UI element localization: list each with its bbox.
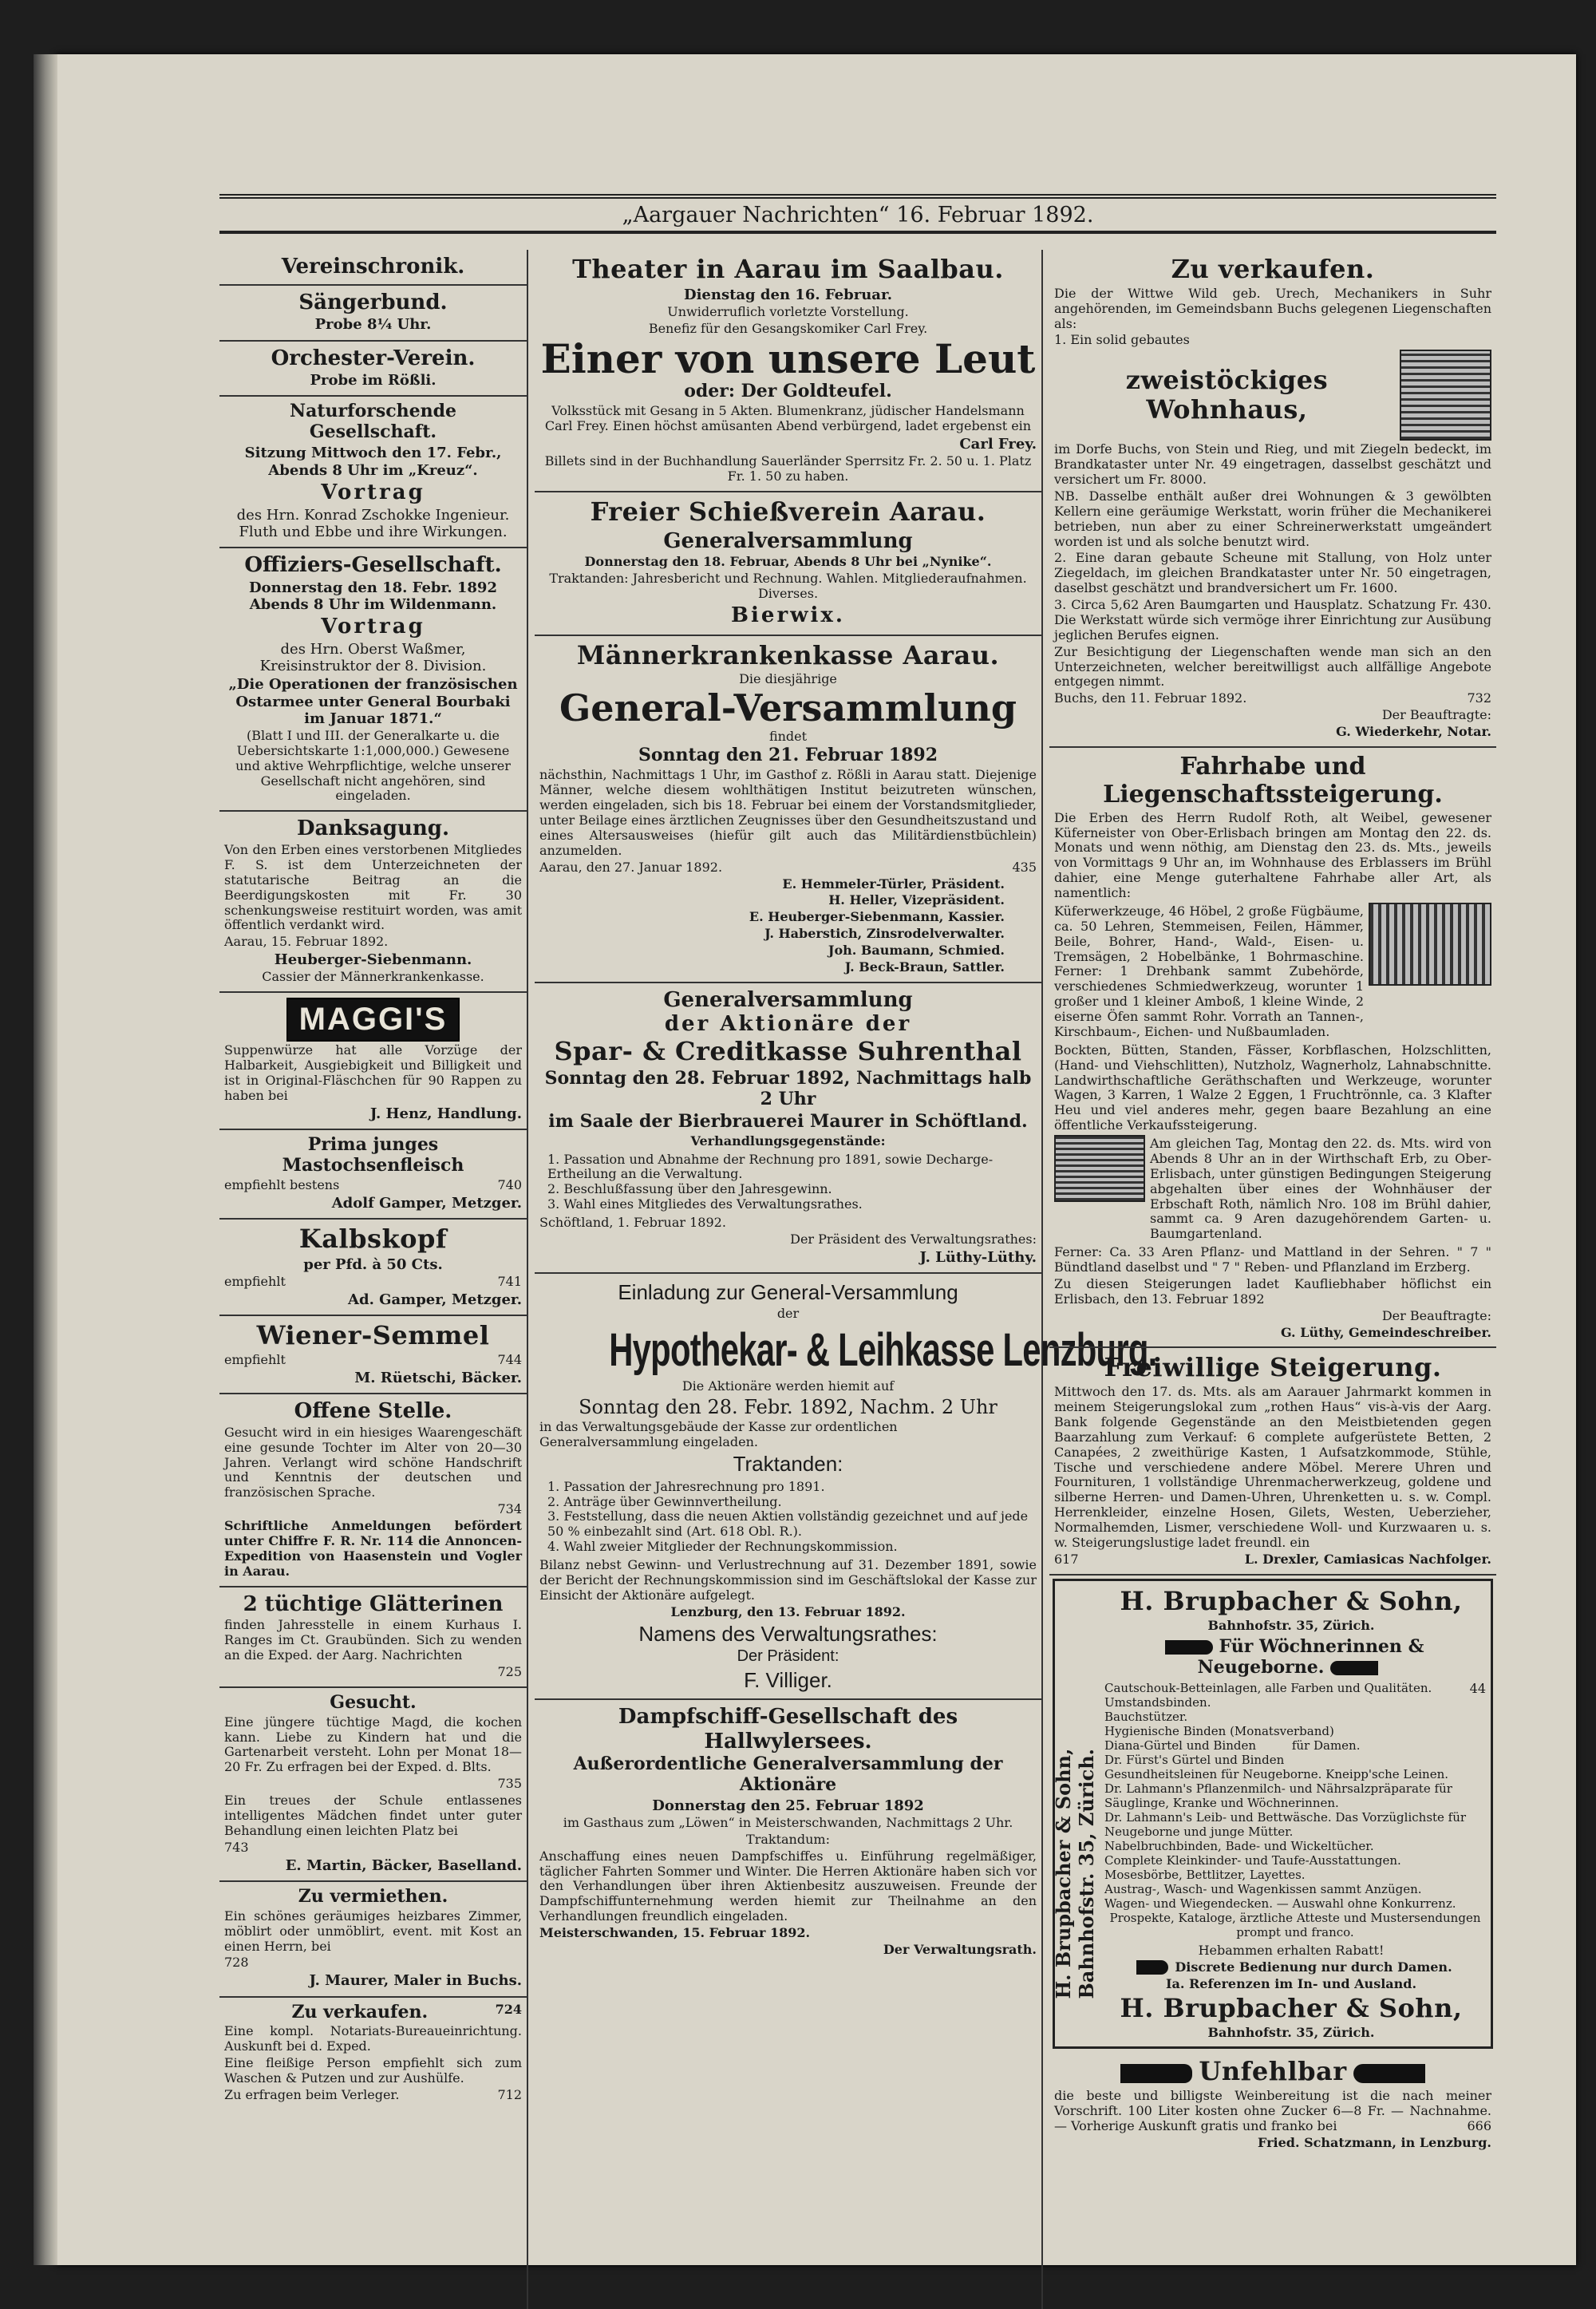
ad-line: Der Präsident:	[737, 1647, 839, 1666]
ad-line	[224, 2088, 522, 2103]
ad-text: Aarau, den 27. Januar 1892.	[539, 859, 723, 875]
ad-title: Freiwillige Steigerung.	[1104, 1352, 1442, 1383]
estate-row	[1054, 1135, 1491, 1243]
ad-line: Traktandum:	[746, 1831, 830, 1847]
tools-row	[1054, 903, 1491, 1042]
product-item: Wagen- und Wiegendecken. — Auswahl ohne Konkurrenz.	[1104, 1896, 1456, 1911]
ad-line: finden Jahresstelle in einem Kurhaus I. Ranges im Ct. Graubünden. Sich zu wenden an die Exped. der Aarg. Nachrichten	[224, 1617, 522, 1663]
ad-line: J. Lüthy-Lüthy.	[919, 1248, 1037, 1266]
ad-line: im Dorfe Buchs, von Stein und Rieg, und mit Ziegeln bedeckt, im Brandkataster unter Nr. 49 eingetragen, dasselbst geschätzt und versichert um Fr. 8000.	[1054, 441, 1491, 487]
product-text: Diana-Gürtel und Binden	[1104, 1738, 1257, 1753]
pointing-hand-icon	[1120, 2064, 1192, 2083]
ad-number: 741	[497, 1274, 522, 1290]
ad-number: 435	[1012, 859, 1037, 875]
ad-line: J. Maurer, Maler in Buchs.	[309, 1972, 522, 1990]
product-list	[1104, 1681, 1486, 1939]
ad-title: Naturforschende Gesellschaft.	[290, 401, 456, 443]
agenda-item: 2. Anträge über Gewinnvertheilung.	[547, 1493, 782, 1509]
ad-line: Sonntag den 21. Februar 1892	[638, 745, 938, 766]
ad-wiener-semmel	[219, 1316, 527, 1394]
ad-line: Meisterschwanden, 15. Februar 1892.	[539, 1925, 811, 1941]
ad-line: im Saale der Bierbrauerei Maurer in Schöftland.	[548, 1110, 1028, 1132]
ad-danksagung	[219, 812, 527, 993]
ad-line: Probe im Rößli.	[310, 372, 437, 389]
product-item: Mosesbörbe, Bettlitzer, Layettes.	[1104, 1867, 1306, 1882]
ad-line: M. Rüetschi, Bäcker.	[354, 1369, 522, 1386]
ad-line: Der Verwaltungsrath.	[883, 1941, 1037, 1957]
ad-line: im Gasthaus zum „Löwen“ in Meisterschwanden, Nachmittags 2 Uhr.	[563, 1814, 1013, 1830]
ad-title: Spar- & Creditkasse Suhrenthal	[554, 1036, 1022, 1067]
ad-line: Mittwoch den 17. ds. Mts. als am Aarauer Jahrmarkt kommen in meinem Steigerungslokal zum „rothen Haus“ vis-à-vis der Aarg. Bank folgende Gegenstände an den Meistbietenden gegen Baarzahlung zum Verkauf: 6 complete aufgerüstete Betten, 2 Canapées, 2 zweithürige Kasten, 1 Aufsatzkommode, Stühle, Tische und verschiedene andere Möbel. Merere Uhren und Fournituren, 1 vollständige Uhrenmacherwerkzeug, goldene und silberne Herren- und Damen-Uhren, Uhrenketten u. s. w. Compl. Herrenkleider, einzelne Hosen, Gilets, Westen, Ueberzieher, Normalhemden, Lismer, verschiedene Woll- und Kurzwaaren u. s. w. Steigerungslustige ladet freundl. ein	[1054, 1384, 1491, 1550]
ad-line: Ferner: Ca. 33 Aren Pflanz- und Mattland in der Sehren. " 7 " Bündtland daselbst und " 7 " Reben- und Pflanzland im Erzberg.	[1054, 1244, 1491, 1275]
ad-number: 617	[1054, 1551, 1079, 1567]
ad-offene-stelle	[219, 1394, 527, 1587]
ad-line: Fried. Schatzmann, in Lenzburg.	[1257, 2134, 1491, 2150]
ad-line: Donnerstag den 25. Februar 1892	[652, 1797, 924, 1814]
ad-number: 740	[497, 1177, 522, 1193]
ad-brupbacher	[1053, 1579, 1493, 2050]
ad-line: Ia. Referenzen im In- und Ausland.	[1165, 1976, 1417, 1992]
ad-text: empfiehlt	[224, 1352, 286, 1368]
ad-line: Volksstück mit Gesang in 5 Akten. Blumenkranz, jüdischer Handelsmann Carl Frey. Einen höchst amüsanten Abend verbürgend, ladet ergebenst ein	[544, 403, 1032, 434]
product-item	[1104, 1681, 1486, 1695]
ad-line: Anschaffung eines neuen Dampfschiffes u. Einführung regelmäßiger, täglicher Fahrten Sommer und Winter. Die Herren Aktionäre haben sich vor den Verhandlungen über ihren Aktienbesitz auszuweisen. Freunde der Dampfschiffunternehmung werden hiemit zur Theilnahme an den Verhandlungen freundlich eingeladen.	[539, 1848, 1037, 1924]
ad-line: E. Martin, Bäcker, Baselland.	[285, 1856, 522, 1874]
ad-heading: Außerordentliche Generalversammlung der Aktionäre	[573, 1753, 1003, 1795]
ad-line: Donnerstag den 18. Febr. 1892 Abends 8 Uhr im Wildenmann.	[249, 579, 497, 613]
ad-title: Offiziers-Gesellschaft.	[244, 553, 502, 577]
agenda-item: 4. Wahl zweier Mitglieder der Rechnungskommission.	[547, 1539, 898, 1555]
product-item	[1104, 1738, 1486, 1753]
ad-line: J. Henz, Handlung.	[369, 1105, 522, 1122]
pointing-hand-icon	[1330, 1661, 1378, 1675]
ad-saengerbund	[219, 286, 527, 342]
name: H. Heller, Vizepräsident.	[828, 892, 1005, 908]
ad-line: Billets sind in der Buchhandlung Sauerländer Sperrsitz Fr. 2. 50 u. 1. Platz Fr. 1. 50 zu haben.	[544, 453, 1032, 484]
ad-line: NB. Dasselbe enthält außer drei Wohnungen & 3 gewölbten Kellern eine geräumige Werkstatt, worin früher die Mechanikerei betrieben, nun aber zu einer Schreinerwerkstatt umgeändert worden ist und als solche benutzt wird.	[1054, 488, 1491, 549]
ad-number: 712	[497, 2086, 522, 2102]
ad-line: Unwiderruflich vorletzte Vorstellung.	[667, 303, 909, 319]
ad-title: Fahrhabe und Liegenschaftssteigerung.	[1103, 752, 1443, 809]
ad-line: 3. Circa 5,62 Aren Baumgarten und Hausplatz. Schatzung Fr. 430. Die Werkstatt würde sich vermöge ihrer Einrichtung zur Ausübung jeglichen Berufes eignen.	[1054, 597, 1491, 642]
ad-theater	[535, 250, 1041, 492]
ad-schiessverein	[535, 492, 1041, 636]
ad-fahrhabe	[1049, 748, 1496, 1349]
ad-zu-verkaufen	[1049, 250, 1496, 748]
ad-line: in das Verwaltungsgebäude der Kasse zur ordentlichen Generalversammlung eingeladen.	[539, 1419, 898, 1450]
pointing-hand-icon	[1353, 2064, 1425, 2083]
ad-line: Der Beauftragte:	[1381, 1307, 1491, 1323]
ad-line: Namens des Verwaltungsrathes:	[638, 1621, 938, 1646]
ad-line: Vortrag	[321, 615, 425, 639]
ad-line: Schriftliche Anmeldungen befördert unter Chiffre F. R. Nr. 114 die Annoncen-Expedition von Haasenstein und Vogler in Aarau.	[224, 1518, 522, 1579]
ad-line: Bierwix.	[731, 603, 845, 627]
ad-vereinschronik	[219, 250, 527, 286]
ad-line: Dienstag den 16. Februar.	[683, 286, 893, 303]
ad-line	[1054, 691, 1491, 706]
ad-line: Die der Wittwe Wild geb. Urech, Mechanikers in Suhr angehörenden, im Gemeindsbann Buchs gelegenen Liegenschaften als:	[1054, 285, 1491, 331]
ad-line: Heuberger-Siebenmann.	[274, 951, 472, 969]
ad-number: 744	[497, 1352, 522, 1368]
agenda-list	[547, 1153, 1037, 1213]
ad-kalbskopf	[219, 1220, 527, 1316]
product-note: für Damen.	[1291, 1738, 1361, 1753]
ad-zu-verkaufen-small	[219, 1998, 527, 2109]
ad-title: Hypothekar- & Leihkasse Lenzburg.	[609, 1323, 1157, 1376]
ad-title: H. Brupbacher & Sohn,	[1120, 1585, 1463, 1616]
ad-number: 44	[1469, 1680, 1486, 1696]
ad-maennerkrankenkasse	[535, 636, 1041, 983]
ad-line: Die Aktionäre werden hiemit auf	[681, 1378, 895, 1394]
ad-line: Bilanz nebst Gewinn- und Verlustrechnung auf 31. Dezember 1891, sowie der Bericht der Rechnungskommission sind im Geschäftslokal der Kasse zur Einsicht der Aktionäre aufgelegt.	[539, 1557, 1037, 1603]
maggi-logo: MAGGI'S	[286, 998, 460, 1042]
pointing-hand-icon	[1136, 1960, 1168, 1975]
ad-line: Adolf Gamper, Metzger.	[331, 1194, 522, 1212]
product-item: Dr. Lahmann's Pflanzenmilch- und Nährsalzpräparate für Säuglinge, Kranke und Wöchnerinnen.	[1104, 1781, 1452, 1810]
ad-number: 666	[1467, 2117, 1491, 2133]
ad-title	[224, 2003, 522, 2023]
product-item: Umstandsbinden.	[1104, 1694, 1211, 1710]
ad-line: Ad. Gamper, Metzger.	[348, 1291, 522, 1309]
ad-title: Orchester-Verein.	[271, 346, 476, 370]
product-item: Austrag-, Wasch- und Wagenkissen sammt Anzügen.	[1104, 1881, 1422, 1896]
column-1	[219, 250, 528, 2309]
agenda-list	[547, 1480, 1037, 1555]
ad-freiwillige-steigerung	[1049, 1348, 1496, 1575]
product-item: Gesundheitsleinen für Neugeborne. Kneipp'sche Leinen.	[1104, 1766, 1449, 1781]
ad-title: Männerkrankenkasse Aarau.	[576, 639, 1000, 670]
ad-line: G. Wiederkehr, Notar.	[1336, 724, 1491, 739]
ad-heading: Unfehlbar	[1199, 2056, 1347, 2087]
ad-line: G. Lüthy, Gemeindeschreiber.	[1280, 1324, 1491, 1340]
ad-number: 732	[1467, 690, 1491, 706]
ad-line: Donnerstag den 18. Februar, Abends 8 Uhr bei „Nynike“.	[584, 554, 992, 570]
ad-line: Sonntag den 28. Febr. 1892, Nachm. 2 Uhr	[579, 1395, 998, 1418]
ad-line: Gesucht wird in ein hiesiges Waarengeschäft eine gesunde Tochter im Alter von 20—30 Jahren. Verlangt wird schöne Handschrift und Kenntnis der deutschen und französischen Sprache.	[224, 1424, 522, 1500]
ad-number: 725	[497, 1663, 522, 1679]
ad-line: Ein schönes geräumiges heizbares Zimmer, möblirt oder unmöblirt, event. mit Kost an einen Herrn, bei	[224, 1908, 522, 1954]
ad-title-text: Zu verkaufen.	[291, 2001, 429, 2022]
ad-line: nächsthin, Nachmittags 1 Uhr, im Gasthof z. Rößli in Aarau statt. Diejenige Männer, welche diesem wohlthätigen Institut beizutreten wünschen, werden eingeladen, sich bis 18. Februar bei einem der Vorstandsmitglieder, unter Beilage eines ärztlichen Zeugnisses über den Gesundheitszustand und eines Altersausweises (hiefür gilt auch das Militärdienstbüchlein) anzumelden.	[539, 767, 1037, 858]
ad-line: Eine kompl. Notariats-Bureaueinrichtung. Auskunft bei d. Exped.	[224, 2023, 522, 2054]
ad-line	[1100, 1636, 1483, 1678]
ad-title: Dampfschiff-Gesellschaft des Hallwylersees.	[618, 1705, 958, 1754]
ad-line: F. Villiger.	[744, 1667, 832, 1692]
product-text: Cautschouk-Betteinlagen, alle Farben und Qualitäten.	[1104, 1680, 1432, 1695]
column-3	[1049, 250, 1496, 2309]
ad-gesucht	[219, 1688, 527, 1882]
ad-number: 743	[224, 1839, 249, 1855]
names-list	[539, 877, 1037, 975]
ad-line: der	[776, 1305, 800, 1321]
ad-line: findet	[768, 728, 808, 744]
ad-line: Suppenwürze hat alle Vorzüge der Halbarkeit, Ausgiebigkeit und Billigkeit und ist in Original-Fläschchen für 90 Rappen zu haben bei	[224, 1042, 522, 1104]
ad-line: „Die Operationen der französischen Ostarmee unter General Bourbaki im Januar 1871.“	[228, 676, 518, 727]
product-item: Prospekte, Kataloge, ärztliche Atteste und Mustersendungen prompt und franco.	[1109, 1910, 1481, 1939]
ad-line: Von den Erben eines verstorbenen Mitgliedes F. S. ist dem Unterzeichneten der statutarische Beitrag an die Beerdigungskosten mit Fr. 30 schenkungsweise restituirt worden, was amit öffentlich verdankt wird.	[224, 842, 522, 933]
ad-heading: General-Versammlung	[559, 686, 1017, 730]
ad-title: H. Brupbacher & Sohn,	[1120, 1993, 1463, 2024]
ad-line	[224, 1275, 522, 1290]
ad-title: Theater in Aarau im Saalbau.	[572, 254, 1004, 284]
ad-line: des Hrn. Oberst Waßmer, Kreisinstruktor der 8. Division.	[259, 640, 487, 675]
ad-line: Die diesjährige	[739, 671, 837, 687]
ad-line: Schöftland, 1. Februar 1892.	[539, 1215, 726, 1231]
ad-line: Hebammen erhalten Rabatt!	[1198, 1942, 1385, 1958]
ad-heading: zweistöckiges Wohnhaus,	[1125, 364, 1329, 425]
agenda-item: 2. Beschlußfassung über den Jahresgewinn.	[547, 1181, 832, 1197]
ad-line	[224, 1353, 522, 1368]
ad-line: Bockten, Bütten, Standen, Fässer, Korbflaschen, Holzschlitten, (Hand- und Viehschlitten), Nutzholz, Wagnerholz, Lahnabschnitte. Landwirthschaftliche Geräthschaften und Werkzeuge, worunter Wagen, 3 Karren, 1 Walze 2 Eggen, 1 Fruchtrönnle, ca. 3 Klafter Heu und viel anderes mehr, gegen baare Bezahlung an eine öffentliche Verkaufssteigerung.	[1054, 1042, 1491, 1133]
ad-title: Zu vermiethen.	[298, 1885, 448, 1907]
ad-line: Traktanden:	[733, 1452, 843, 1476]
ad-maggi	[219, 993, 527, 1130]
ad-title: Kalbskopf	[298, 1224, 448, 1255]
product-item: Dr. Fürst's Gürtel und Binden	[1104, 1752, 1285, 1767]
ad-title: Wiener-Semmel	[256, 1320, 490, 1351]
ad-line: Die Erben des Herrn Rudolf Roth, alt Weibel, gewesener Küferneister von Ober-Erlisbach bringen am Montag den 22. ds. Monats und wenn nöthig, am Dienstag den 23. ds. Mts., jeweils von Vormittags 9 Uhr an, im Wohnhause des Erblassers im Brühl dahier, eine Menge guterhaltene Fahrhabe aller Art, als namentlich:	[1054, 809, 1491, 901]
ad-line: (Blatt I und III. der Generalkarte u. die Uebersichtskarte 1:1,000,000.) Gewesene und aktive Wehrpflichtige, welche unserer Gesellschaft nicht angehören, sind eingeladen.	[235, 727, 511, 804]
ad-line: Carl Frey.	[959, 435, 1037, 453]
ad-line: per Pfd. à 50 Cts.	[303, 1255, 443, 1273]
ad-glaetterinen	[219, 1587, 527, 1688]
ad-line: Lenzburg, den 13. Februar 1892.	[670, 1603, 906, 1619]
ad-line: Benefiz für den Gesangskomiker Carl Frey.	[648, 320, 928, 336]
ad-title: Offene Stelle.	[294, 1399, 452, 1424]
ad-line: Einladung zur General-Versammlung	[618, 1280, 958, 1305]
ad-title: Freier Schießverein Aarau.	[590, 496, 986, 527]
ad-orchester	[219, 342, 527, 397]
ad-line	[539, 860, 1037, 876]
product-item: Dr. Lahmann's Leib- und Bettwäsche. Das Vorzüglichste für Neugeborne und junge Mütter.	[1104, 1809, 1467, 1839]
newspaper-page	[56, 54, 1576, 2265]
ad-line: Bahnhofstr. 35, Zürich.	[1207, 2025, 1375, 2041]
name: Joh. Baumann, Schmied.	[828, 943, 1005, 959]
ad-spar-creditkasse	[535, 983, 1041, 1274]
agenda-item: 1. Passation und Abnahme der Rechnung pro 1891, sowie Decharge-Ertheilung an die Verwaltung.	[547, 1151, 994, 1182]
ad-line: Der Präsident des Verwaltungsrathes:	[790, 1231, 1037, 1247]
ad-title: Gesucht.	[330, 1691, 417, 1713]
ad-number: 734	[497, 1501, 522, 1517]
ad-line: Probe 8¼ Uhr.	[314, 316, 432, 334]
ad-line: Sonntag den 28. Februar 1892, Nachmittags halb 2 Uhr	[544, 1067, 1032, 1109]
ad-unfehlbar	[1049, 2052, 1496, 2157]
ad-line	[1054, 1552, 1491, 1568]
ad-heading: Generalversammlung	[663, 987, 913, 1012]
ad-line: Am gleichen Tag, Montag den 22. ds. Mts. wird von Abends 8 Uhr an in der Wirthschaft Erb, zu Ober-Erlisbach, unter günstigen Bedingungen Steigerung abgehalten über eines der Wohnhäuser der Erbschaft Roth, nämlich Nro. 108 im Brühl dahier, sammt ca. 9 Aren dazugehörendem Garten- u. Baumgartenland.	[1150, 1136, 1491, 1242]
ad-dampfschiff	[535, 1700, 1041, 1963]
ad-text: Zu erfragen beim Verleger.	[224, 2086, 400, 2102]
ad-title: Danksagung.	[296, 816, 449, 841]
masthead	[219, 194, 1496, 234]
product-item: Bauchstützer.	[1104, 1709, 1188, 1724]
ad-number: 735	[497, 1776, 522, 1792]
ad-title: 2 tüchtige Glätterinen	[243, 1591, 504, 1616]
ad-naturforschende	[219, 397, 527, 548]
workshop-illustration	[1369, 903, 1491, 986]
ad-line	[224, 1178, 522, 1193]
ad-heading: der Aktionäre der	[664, 1012, 912, 1037]
ad-line	[1054, 2089, 1491, 2134]
ad-line: Der Beauftragte:	[1381, 707, 1491, 723]
ad-offiziers	[219, 548, 527, 812]
ad-heading: Für Wöchnerinnen & Neugeborne.	[1197, 1635, 1424, 1678]
ad-title: Sängerbund.	[298, 290, 448, 314]
ad-zu-vermiethen	[219, 1882, 527, 1998]
ad-line: Verhandlungsgegenstände:	[690, 1133, 886, 1149]
ad-line: Cassier der Männerkrankenkasse.	[262, 969, 484, 985]
ad-text: Buchs, den 11. Februar 1892.	[1054, 690, 1247, 706]
ad-mastochsen	[219, 1130, 527, 1220]
pointing-hand-icon	[1165, 1640, 1213, 1655]
ad-line: 2. Eine daran gebaute Scheune mit Stallung, von Holz unter Ziegeldach, im gleichen Brandkataster unter Nr. 50 eingetragen, daselbst geschätzt und brandversichert um Fr. 1600.	[1054, 550, 1491, 596]
ad-line	[1098, 1959, 1484, 1975]
house-row	[1054, 350, 1491, 441]
masthead-text: „Aargauer Nachrichten“ 16. Februar 1892.	[622, 202, 1094, 227]
product-item: Complete Kleinkinder- und Taufe-Ausstattungen.	[1104, 1852, 1401, 1868]
name: E. Heuberger-Siebenmann, Kassier.	[749, 909, 1005, 925]
name: E. Hemmeler-Türler, Präsident.	[782, 876, 1005, 892]
ad-line: Ein treues der Schule entlassenes intelligentes Mädchen findet unter guter Behandlung einen leichten Platz bei	[224, 1793, 522, 1838]
name: J. Beck-Braun, Sattler.	[844, 959, 1005, 975]
ad-line: Eine fleißige Person empfiehlt sich zum Waschen & Putzen und zur Aushülfe.	[224, 2055, 522, 2086]
ad-title: Prima junges Mastochsenfleisch	[282, 1134, 464, 1176]
page-content	[219, 194, 1552, 2309]
ad-line: des Hrn. Konrad Zschokke Ingenieur. Fluth und Ebbe und ihre Wirkungen.	[236, 506, 510, 540]
farmhouse-illustration	[1054, 1135, 1145, 1202]
ad-line: Bahnhofstr. 35, Zürich.	[1207, 1617, 1375, 1633]
ad-text: empfiehlt bestens	[224, 1177, 340, 1193]
product-item: Nabelbruchbinden, Bade- und Wickeltücher.	[1104, 1838, 1374, 1853]
ad-signature: L. Drexler, Camiasicas Nachfolger.	[1244, 1551, 1491, 1567]
ad-text: Discrete Bedienung nur durch Damen.	[1175, 1959, 1452, 1975]
ad-text: empfiehlt	[224, 1274, 286, 1290]
ad-number: 728	[224, 1955, 249, 1971]
ad-number: 724	[495, 2001, 522, 2017]
house-illustration	[1400, 350, 1491, 441]
name: J. Haberstich, Zinsrodelverwalter.	[764, 926, 1005, 942]
ad-line: Eine jüngere tüchtige Magd, die kochen kann. Liebe zu Kindern hat und die Gartenarbeit versteht. Lohn per Monat 18—20 Fr. Zu erfragen bei der Exped. d. Blts.	[224, 1714, 522, 1775]
brupbacher-sidebar: H. Brupbacher & Sohn, Bahnhofstr. 35, Zürich.	[1052, 1748, 1098, 1999]
ad-line: 1. Ein solid gebautes	[1054, 332, 1190, 348]
ad-line: Vortrag	[321, 480, 425, 504]
ad-title	[1054, 2057, 1491, 2087]
ad-line: oder: Der Goldteufel.	[684, 381, 892, 402]
agenda-item: 3. Feststellung, dass die neuen Aktien vollständig gezeichnet und auf jede 50 % einbezahlt sind (Art. 618 Obl. R.).	[547, 1508, 1029, 1540]
play-title: Einer von unsere Leut	[540, 334, 1036, 382]
ad-line: Sitzung Mittwoch den 17. Febr., Abends 8 Uhr im „Kreuz“.	[244, 445, 502, 479]
ad-title: Zu verkaufen.	[1171, 254, 1375, 284]
agenda-item: 1. Passation der Jahresrechnung pro 1891.	[547, 1478, 825, 1494]
agenda-item: 3. Wahl eines Mitgliedes des Verwaltungsrathes.	[547, 1196, 863, 1212]
ad-line: Küferwerkzeuge, 46 Höbel, 2 große Fügbäume, ca. 50 Lehren, Stemmeisen, Feilen, Hämmer, Beile, Bohrer, Hand-, Wald-, Eisen- u. Tremsägen, 2 Hobelbänke, 1 Bohrmaschine. Ferner: 1 Drehbank sammt Zubehörde, verschiedenes Schmiedwerkzeug, worunter 1 großer und 1 kleiner Amboß, 1 kleine Winde, 2 eiserne Öfen sammt Rohr. Vorrath an Tannen-, Kirschbaum-, Eichen- und Nußbaumladen.	[1054, 903, 1364, 1039]
ad-title: Vereinschronik.	[281, 255, 465, 279]
ad-line: Generalversammlung	[663, 528, 913, 553]
ad-line: Aarau, 15. Februar 1892.	[224, 934, 389, 950]
ad-text: die beste und billigste Weinbereitung ist die nach meiner Vorschrift. 100 Liter kosten ohne Zucker 6—8 Fr. — Nachnahme. — Vorherige Auskunft gratis und franko bei	[1054, 2087, 1491, 2133]
ad-line: Zur Besichtigung der Liegenschaften wende man sich an den Unterzeichneten, welcher bereitwilligst auch allfällige Angebote entgegen nimmt.	[1054, 643, 1491, 690]
ad-line: Traktanden: Jahresbericht und Rechnung. Wahlen. Mitgliederaufnahmen. Diverses.	[549, 571, 1027, 602]
ad-line: Zu diesen Steigerungen ladet Kaufliebhaber höflichst ein Erlisbach, den 13. Februar 1892	[1054, 1275, 1491, 1307]
product-item: Hygienische Binden (Monatsverband)	[1104, 1723, 1334, 1738]
